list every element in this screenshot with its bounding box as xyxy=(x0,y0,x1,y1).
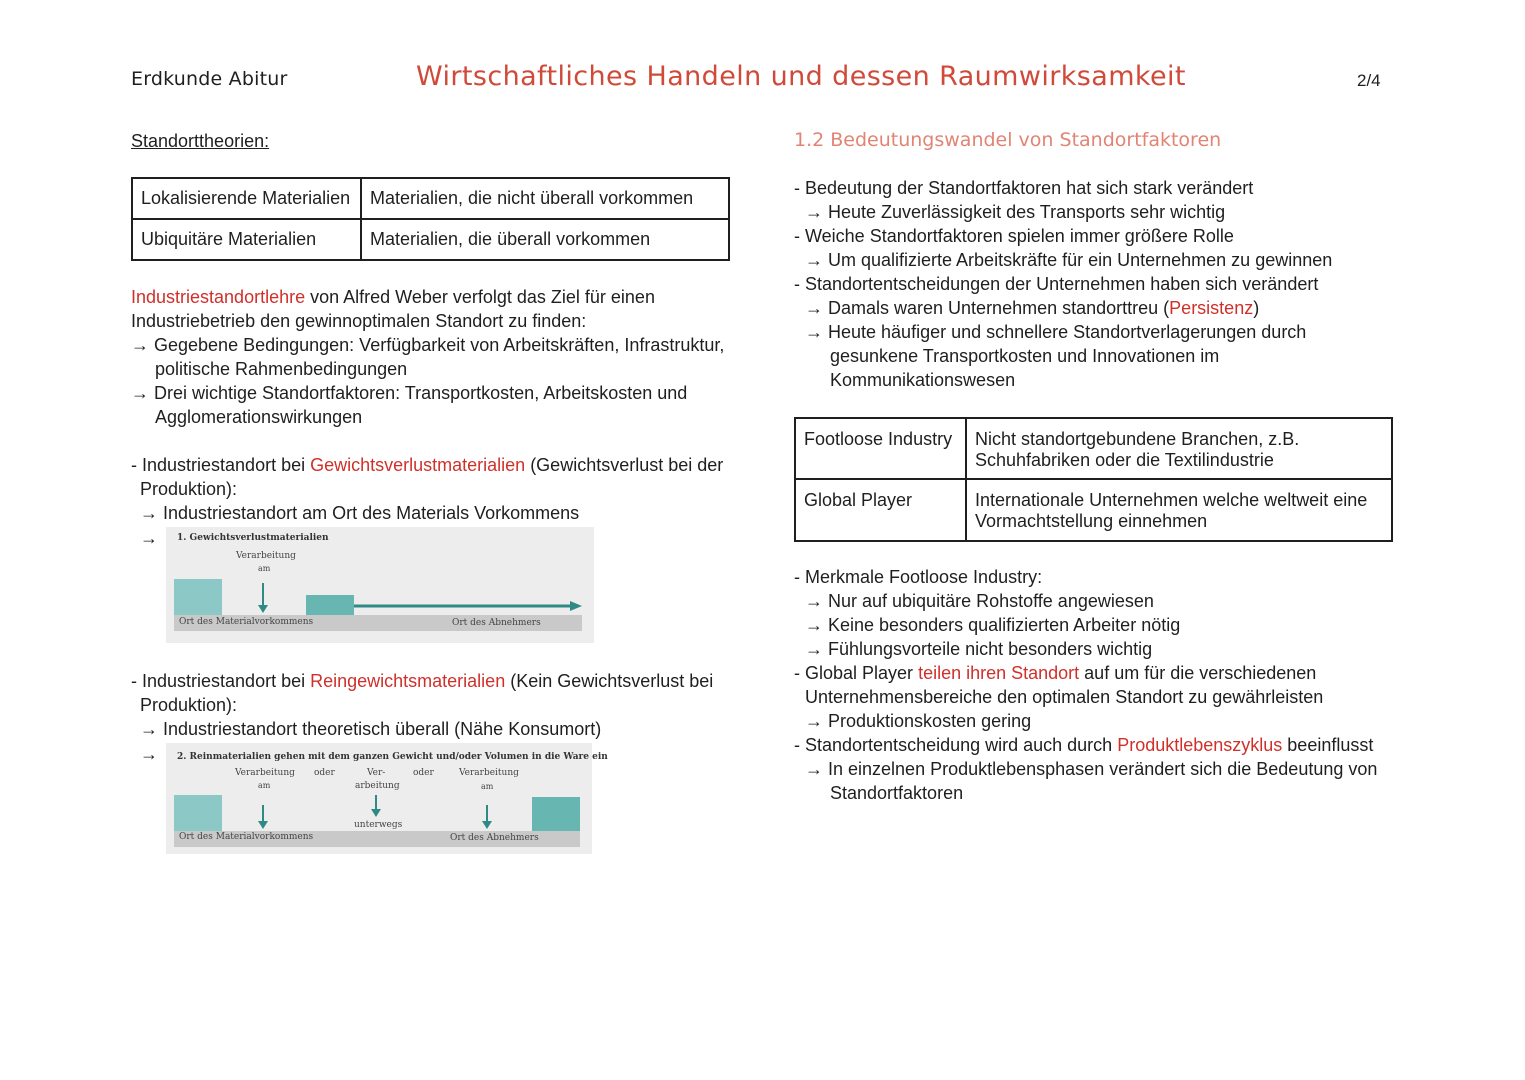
materials-table xyxy=(131,177,730,261)
figure-reingewicht xyxy=(166,743,608,854)
list-item-cont: Standortfaktoren xyxy=(830,783,964,803)
text: auf um für die verschiedenen xyxy=(1079,663,1317,683)
text: - Industriestandort bei xyxy=(131,455,311,475)
text: (Gewichtsverlust bei der xyxy=(525,455,724,475)
text: Schuhfabriken oder die Textilindustrie xyxy=(975,450,1274,470)
table-cell-term: Global Player xyxy=(795,479,966,541)
weber-bullet1-cont: politische Rahmenbedingungen xyxy=(155,359,408,379)
text: Internationale Unternehmen welche weltweit eine xyxy=(975,490,1368,510)
table-cell-definition: Materialien, die nicht überall vorkommen xyxy=(361,178,729,219)
label-am: am xyxy=(258,564,271,573)
list-item: → Fühlungsvorteile nicht besonders wichtig xyxy=(805,639,1153,659)
list-item-cont: Kommunikationswesen xyxy=(830,370,1016,390)
list-item: - Bedeutung der Standortfaktoren hat sich stark verändert xyxy=(794,178,1254,198)
table-cell-definition xyxy=(966,479,1392,541)
label-unterwegs: unterwegs xyxy=(354,820,403,830)
gvm-arrow: → xyxy=(140,528,158,548)
gvm-line2: Produktion): xyxy=(140,479,238,499)
label-verarbeitung: Verarbeitung xyxy=(236,551,296,561)
label-ort-material: Ort des Materialvorkommens xyxy=(179,617,314,627)
table-row xyxy=(132,219,729,260)
list-item: → Produktionskosten gering xyxy=(805,711,1032,731)
figure-title: 2. Reinmaterialien gehen mit dem ganzen Gewicht und/oder Volumen in die Ware ein xyxy=(177,752,608,762)
weber-paragraph-line2: Industriebetrieb den gewinnoptimalen Standort zu finden: xyxy=(131,311,587,331)
gvm-line3: → Industriestandort am Ort des Materials Vorkommens xyxy=(140,503,580,523)
header-subject: Erdkunde Abitur xyxy=(131,68,288,90)
table-cell-term: Footloose Industry xyxy=(795,418,966,479)
text: beeinflusst xyxy=(1282,735,1374,755)
list-item: - Weiche Standortfaktoren spielen immer größere Rolle xyxy=(794,226,1234,246)
list-item: → Heute Zuverlässigkeit des Transports sehr wichtig xyxy=(805,202,1226,222)
list-item-global-player xyxy=(794,661,1316,685)
table-cell-term: Lokalisierende Materialien xyxy=(132,178,361,219)
table-cell-definition: Materialien, die überall vorkommen xyxy=(361,219,729,260)
list-item-cont: Unternehmensbereiche den optimalen Standort zu gewährleisten xyxy=(805,687,1324,707)
list-item-produktlebenszyklus xyxy=(794,733,1373,757)
table-row xyxy=(795,479,1392,541)
text: - Industriestandort bei xyxy=(131,671,311,691)
list-item: → Um qualifizierte Arbeitskräfte für ein Unternehmen zu gewinnen xyxy=(805,250,1333,270)
consumer-box xyxy=(532,797,580,833)
label-oder: oder xyxy=(314,768,335,778)
text: - Global Player xyxy=(794,663,919,683)
page-title: Wirtschaftliches Handeln und dessen Raumwirksamkeit xyxy=(416,61,1186,92)
transport-arrow-head xyxy=(570,601,582,611)
list-item-cont: gesunkene Transportkosten und Innovationen im xyxy=(830,346,1220,366)
text: von Alfred Weber verfolgt das Ziel für einen xyxy=(305,287,655,307)
list-item: → Heute häufiger und schnellere Standortverlagerungen durch xyxy=(805,322,1307,342)
material-box xyxy=(174,795,222,833)
list-item: - Merkmale Footloose Industry: xyxy=(794,567,1043,587)
highlight-produktlebenszyklus: Produktlebenszyklus xyxy=(1117,735,1283,755)
table-cell-term: Ubiquitäre Materialien xyxy=(132,219,361,260)
figure-gewichtsverlust xyxy=(166,527,594,643)
down-arrow-head xyxy=(258,605,268,613)
table-row xyxy=(132,178,729,219)
label-verarbeitung: Verarbeitung xyxy=(459,768,519,778)
highlight-industriestandortlehre: Industriestandortlehre xyxy=(131,287,306,307)
label-verarbeitung: Verarbeitung xyxy=(235,768,295,778)
down-arrow-head xyxy=(371,809,381,817)
text: (Kein Gewichtsverlust bei xyxy=(505,671,714,691)
label-ort-abnehmer: Ort des Abnehmers xyxy=(452,618,541,628)
rgm-line1 xyxy=(131,669,713,693)
label-ver: Ver- xyxy=(367,768,386,778)
text: - Standortentscheidung wird auch durch xyxy=(794,735,1118,755)
gvm-line1 xyxy=(131,453,723,477)
label-arbeitung: arbeitung xyxy=(355,781,400,791)
label-ort-abnehmer: Ort des Abnehmers xyxy=(450,833,539,843)
weber-bullet2: → Drei wichtige Standortfaktoren: Transportkosten, Arbeitskosten und xyxy=(131,383,688,403)
text: Vormachtstellung einnehmen xyxy=(975,511,1208,531)
label-oder: oder xyxy=(413,768,434,778)
list-item: → In einzelnen Produktlebensphasen verändert sich die Bedeutung von xyxy=(805,759,1378,779)
industry-table xyxy=(794,417,1393,542)
rgm-arrow: → xyxy=(140,744,158,764)
text: Nicht standortgebundene Branchen, z.B. xyxy=(975,429,1300,449)
highlight-teilen-standort: teilen ihren Standort xyxy=(918,663,1080,683)
table-row xyxy=(795,418,1392,479)
list-item-persistenz xyxy=(805,296,1259,320)
figure-title: 1. Gewichtsverlustmaterialien xyxy=(177,533,329,543)
highlight-persistenz: Persistenz xyxy=(1169,298,1254,318)
down-arrow-head xyxy=(482,821,492,829)
label-am: am xyxy=(481,782,494,791)
rgm-line2: Produktion): xyxy=(140,695,238,715)
down-arrow-head xyxy=(258,821,268,829)
list-item: → Keine besonders qualifizierten Arbeiter nötig xyxy=(805,615,1181,635)
list-item: → Nur auf ubiquitäre Rohstoffe angewiesen xyxy=(805,591,1154,611)
table-cell-definition xyxy=(966,418,1392,479)
rgm-line3: → Industriestandort theoretisch überall (Nähe Konsumort) xyxy=(140,719,602,739)
highlight-gewichtsverlustmaterialien: Gewichtsverlustmaterialien xyxy=(310,455,526,475)
weber-paragraph-line1 xyxy=(131,285,655,309)
text: → Damals waren Unternehmen standorttreu ( xyxy=(805,298,1170,318)
section-title-standorttheorien: Standorttheorien: xyxy=(131,131,270,151)
label-ort-material: Ort des Materialvorkommens xyxy=(179,832,314,842)
page-number: 2/4 xyxy=(1357,71,1381,90)
weber-bullet2-cont: Agglomerationswirkungen xyxy=(155,407,363,427)
processing-box xyxy=(306,595,354,617)
list-item: - Standortentscheidungen der Unternehmen haben sich verändert xyxy=(794,274,1319,294)
highlight-reingewichtsmaterialien: Reingewichtsmaterialien xyxy=(310,671,506,691)
label-am: am xyxy=(258,781,271,790)
section-heading-bedeutungswandel: 1.2 Bedeutungswandel von Standortfaktoren xyxy=(794,129,1222,151)
weber-bullet1: → Gegebene Bedingungen: Verfügbarkeit von Arbeitskräften, Infrastruktur, xyxy=(131,335,725,355)
text: ) xyxy=(1253,298,1260,318)
